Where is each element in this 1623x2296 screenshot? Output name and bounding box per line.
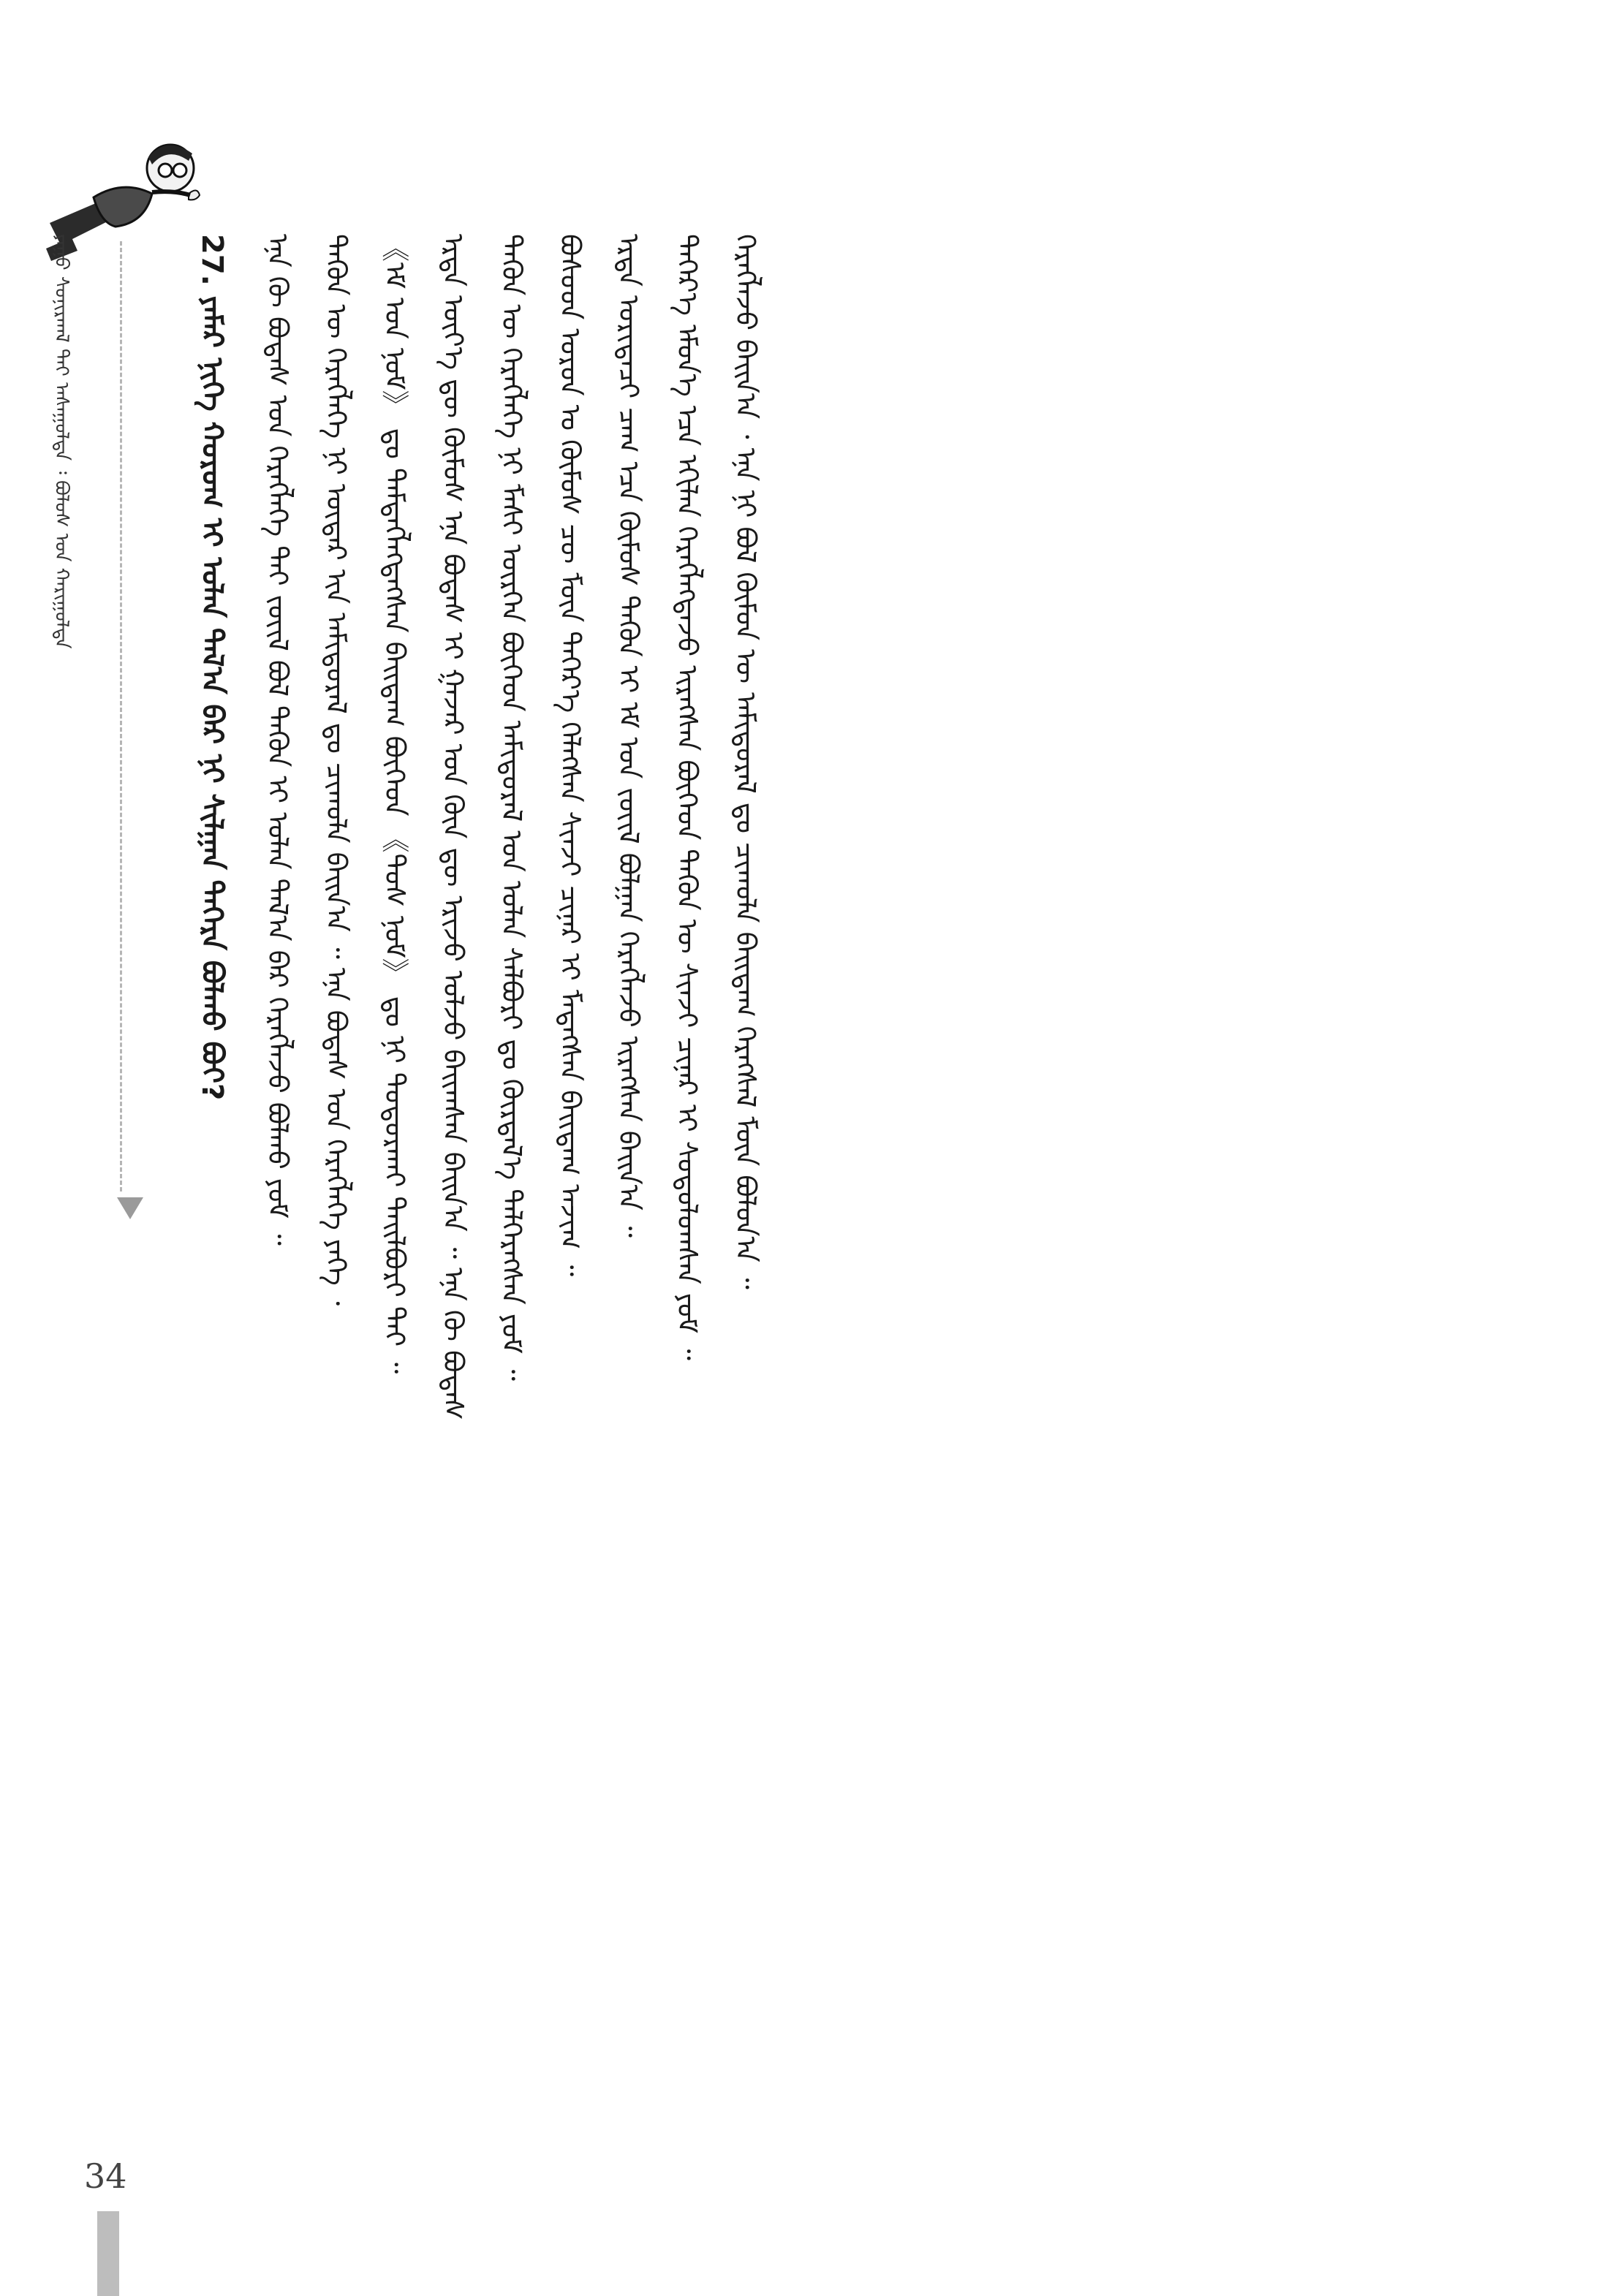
column-text: ᠡᠷᠲᠡ ᠦᠶ᠎ᠡ ᠳᠦ ᠬᠦᠮᠦᠰ ᠡᠨᠡ ᠪᠣᠳᠠᠰ ᠢ ᠭᠠᠵᠠᠷ ᠤᠨ ᠭᠦᠨ ᠳᠦ ᠡᠷᠢᠵᠦ ᠣᠯᠵᠤ ᠪᠠᠢᠭᠰᠠᠨ ᠪᠠᠢᠨ᠎ᠠ ᠃ ᠡᠨᠡ ᠬᠦ ᠪᠣᠳᠠᠰ xyxy=(437,234,469,1420)
running-header xyxy=(45,234,77,1038)
column-text: ᠳᠡᠭᠡᠷ᠎ᠡ ᠡᠮᠦᠨ᠎ᠡ ᠡᠴᠡ ᠡᠬᠢᠯᠡᠨ ᠬᠡᠷᠡᠭᠯᠡᠭᠳᠡᠵᠦ ᠢᠷᠡᠭᠰᠡᠨ ᠪᠥᠭᠡᠳ ᠲᠡᠭᠦᠨ ᠦ ᠰᠢᠨᠵᠢ ᠴᠢᠨᠠᠷ ᠢ ᠰᠣᠳᠤᠯᠤᠭᠰᠠᠨ ᠶᠤᠮ ᠃ xyxy=(671,234,703,1361)
question-heading xyxy=(186,234,238,1330)
page-edge-tab xyxy=(97,2211,119,2296)
text-column xyxy=(607,234,651,2076)
column-text: 《ᠡᠮ ᠤᠨ ᠨᠣᠮ》 ᠳᠤ ᠲᠡᠮᠳᠡᠭᠯᠡᠭᠳᠡᠭᠰᠡᠨ ᠪᠠᠢᠳᠠᠭ ᠪᠥᠭᠡᠳ 《ᠲᠤᠰ ᠨᠣᠮ》 ᠳᠤ ᠨᠢ ᠲᠣᠳᠤᠷᠬᠠᠢ ᠲᠠᠢᠯᠪᠤᠷᠢ ᠲᠠᠢ ᠃ xyxy=(379,234,411,1374)
text-column xyxy=(490,234,534,2076)
text-column xyxy=(373,234,417,2076)
column-text: ᠬᠡᠷᠡᠭᠯᠡᠵᠦ ᠪᠠᠢᠨ᠎ᠠ ᠂ ᠡᠨᠡ ᠨᠢ ᠪᠣᠯ ᠬᠦᠮᠦᠨ ᠦ ᠠᠮᠢᠳᠤᠷᠠᠯ ᠳᠤ ᠴᠢᠬᠤᠯᠠ ᠪᠠᠢᠳᠠᠭ ᠬᠡᠷᠡᠭᠰᠡᠯ ᠮᠥᠨ ᠪᠣᠯᠤᠨ᠎ᠠ ᠃ xyxy=(730,234,762,1289)
header-divider xyxy=(120,241,122,1191)
text-column xyxy=(314,234,358,2076)
text-column xyxy=(256,234,300,2076)
text-column xyxy=(665,234,709,2076)
question-text: 27. ᠶᠠᠮᠠᠷ ᠨᠢᠭᠡ ᠬᠣᠷᠣᠭ ᠢ ᠣᠯᠠᠨ ᠲᠠᠯ᠎ᠠ ᠪᠠᠷ ᠨᠢ ᠰᠢᠯᠭᠠᠨ ᠳᠡᠭᠡᠷᠡ ᠪᠣᠯᠬᠤ ᠪᠤᠢ? xyxy=(195,234,229,1101)
column-text: ᠡᠷᠲᠡ ᠤᠷᠢᠳᠠᠴᠢ ᠴᠠᠭ ᠡᠴᠡ ᠬᠦᠮᠦᠰ ᠲᠡᠭᠦᠨ ᠢ ᠡᠮ ᠤᠨ ᠵᠦᠢᠯ ᠪᠣᠯᠭᠠᠨ ᠬᠡᠷᠡᠭᠯᠡᠵᠦ ᠢᠷᠡᠭᠰᠡᠨ ᠪᠠᠢᠨ᠎ᠠ ᠃ xyxy=(613,234,645,1238)
text-column xyxy=(548,234,592,2076)
column-text: ᠡᠨᠡ ᠬᠦ ᠪᠣᠳᠠᠰ ᠤᠨ ᠬᠡᠷᠡᠭᠯᠡᠭᠡ ᠲᠠᠢ ᠵᠦᠢᠯ ᠪᠣᠯ ᠲᠡᠭᠦᠨ ᠢ ᠣᠯᠠᠨ ᠲᠠᠯ᠎ᠠ ᠪᠠᠷ ᠬᠡᠷᠡᠭᠯᠡᠵᠦ ᠪᠣᠯᠬᠤ ᠶᠤᠮ ᠃ xyxy=(262,234,294,1246)
page-number: 34 xyxy=(84,2156,127,2196)
column-text: ᠲᠡᠭᠦᠨ ᠦ ᠬᠡᠷᠡᠭᠯᠡᠭᠡ ᠨᠢ ᠥᠳᠡᠷ ᠢᠨ ᠠᠮᠢᠳᠤᠷᠠᠯ ᠳᠤ ᠴᠢᠬᠤᠯᠠ ᠪᠠᠢᠨ᠎ᠠ ᠃ ᠡᠨᠡ ᠪᠣᠳᠠᠰ ᠤᠨ ᠬᠡᠷᠡᠭᠯᠡᠭᠡ ᠶᠡᠬᠡ ᠂ xyxy=(320,234,352,1306)
arrow-marker-icon xyxy=(117,1197,143,1219)
column-text: ᠲᠡᠭᠦᠨ ᠦ ᠬᠡᠷᠡᠭᠯᠡᠭᠡ ᠨᠢ ᠮᠠᠰᠢ ᠥᠷᠭᠡᠨ ᠪᠥᠭᠡᠳ ᠠᠮᠢᠳᠤᠷᠠᠯ ᠤᠨ ᠣᠯᠠᠨ ᠰᠠᠯᠪᠤᠷᠢ ᠳᠤ ᠬᠦᠷᠲᠡᠯ᠎ᠡ ᠳᠡᠯᠭᠡᠷᠡᠭᠰᠡᠨ ᠶᠤᠮ ᠃ xyxy=(496,234,528,1382)
text-column xyxy=(431,234,475,2076)
running-header-text: ᠶᠠᠭᠤ ᠰᠣᠨᠢᠷᠬᠠᠯ ᠲᠠᠢ ᠠᠰᠠᠭᠤᠯᠲᠠ ᠄ ᠪᠣᠯᠣᠰ ᠤᠨ ᠬᠠᠷᠢᠭᠤᠯᠲᠠ xyxy=(50,234,72,649)
text-column xyxy=(724,234,768,2076)
column-text: ᠪᠤᠰᠤᠳ ᠣᠷᠣᠨ ᠤ ᠬᠦᠮᠦᠰ ᠴᠦ ᠮᠥᠨ ᠳᠡᠭᠡᠷ᠎ᠡ ᠬᠡᠯᠡᠭᠰᠡᠨ ᠰᠢᠨᠵᠢ ᠴᠢᠨᠠᠷ ᠢ ᠮᠡᠳᠡᠭᠰᠡᠨ ᠪᠠᠢᠳᠠᠭ ᠠᠵᠢᠭ ᠃ xyxy=(554,234,586,1277)
